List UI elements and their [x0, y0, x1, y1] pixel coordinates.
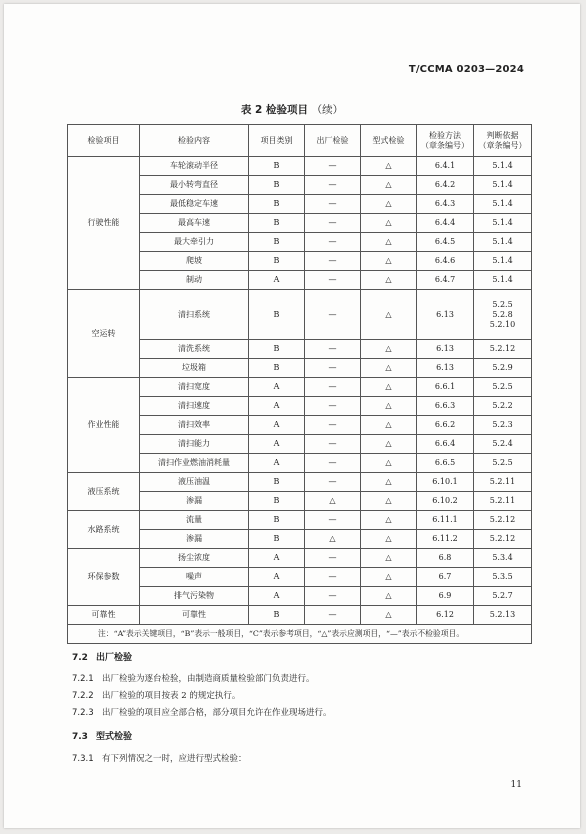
table-cell: 5.2.5: [474, 378, 532, 397]
table-cell: A: [249, 435, 305, 454]
table-cell: 5.2.7: [474, 587, 532, 606]
table-cell: 5.2.5 5.2.8 5.2.10: [474, 290, 532, 340]
clause-7-2-3: [72, 706, 542, 718]
table-cell: 6.4.5: [417, 233, 474, 252]
table-cell: 5.3.5: [474, 568, 532, 587]
table-cell: 渗漏: [140, 530, 249, 549]
table-cell: 6.4.4: [417, 214, 474, 233]
section-number: 7.3: [72, 732, 88, 742]
table-cell: △: [361, 568, 417, 587]
table-cell: 5.2.11: [474, 473, 532, 492]
table-cell: B: [249, 157, 305, 176]
table-cell: 5.2.12: [474, 530, 532, 549]
table-cell: 5.2.12: [474, 511, 532, 530]
section-title: 出厂检验: [96, 653, 133, 663]
table-cell: —: [305, 340, 361, 359]
table-cell: 清扫作业燃油消耗量: [140, 454, 249, 473]
clause-text: 有下列情况之一时，应进行型式检验：: [102, 754, 247, 764]
clause-7-3-1: [72, 752, 542, 764]
table-cell: —: [305, 157, 361, 176]
section-7-3-heading: [72, 729, 132, 742]
table-cell: 6.4.3: [417, 195, 474, 214]
table-cell: △: [305, 530, 361, 549]
inspection-items-table: [67, 124, 532, 644]
table-cell: △: [361, 492, 417, 511]
table-row: [68, 290, 532, 340]
table-cell: A: [249, 271, 305, 290]
group-name-cell: 行驶性能: [68, 157, 140, 290]
table-cell: 6.13: [417, 290, 474, 340]
table-cell: A: [249, 568, 305, 587]
table-cell: 6.6.2: [417, 416, 474, 435]
table-cell: 6.9: [417, 587, 474, 606]
table-cell: △: [361, 252, 417, 271]
table-cell: 6.4.1: [417, 157, 474, 176]
clause-text: 出厂检验的项目按表 2 的规定执行。: [102, 691, 241, 701]
document-page: [4, 4, 580, 828]
table-cell: —: [305, 416, 361, 435]
table-cell: △: [361, 214, 417, 233]
table-cell: 6.6.3: [417, 397, 474, 416]
column-header: 型式检验: [361, 125, 417, 157]
table-cell: A: [249, 549, 305, 568]
table-cell: 可靠性: [140, 606, 249, 625]
table-cell: 5.1.4: [474, 271, 532, 290]
table-title-text: 表 2 检验项目: [240, 104, 308, 116]
table-cell: B: [249, 340, 305, 359]
group-name-cell: 环保参数: [68, 549, 140, 606]
table-cell: 6.6.1: [417, 378, 474, 397]
table-cell: —: [305, 587, 361, 606]
table-cell: —: [305, 568, 361, 587]
clause-number: 7.2.1: [72, 674, 94, 684]
table-cell: —: [305, 252, 361, 271]
clause-number: 7.2.3: [72, 708, 94, 718]
table-note: 注：“A”表示关键项目，“B”表示一般项目，“C”表示参考项目，“△”表示应测项目，“—”表示不检验项目。: [68, 625, 532, 644]
table-cell: 6.13: [417, 359, 474, 378]
table-cell: —: [305, 397, 361, 416]
table-cell: 5.2.4: [474, 435, 532, 454]
clause-7-2-1: [72, 672, 542, 684]
table-cell: 6.4.7: [417, 271, 474, 290]
table-cell: △: [361, 549, 417, 568]
table-cell: —: [305, 233, 361, 252]
table-cell: △: [361, 606, 417, 625]
table-cell: A: [249, 397, 305, 416]
table-cell: 最大牵引力: [140, 233, 249, 252]
table-cell: 最小转弯直径: [140, 176, 249, 195]
table-cell: 噪声: [140, 568, 249, 587]
table-cell: A: [249, 454, 305, 473]
group-name-cell: 水路系统: [68, 511, 140, 549]
table-cell: B: [249, 606, 305, 625]
column-header: 检验方法 （章条编号）: [417, 125, 474, 157]
table-cell: 清洗系统: [140, 340, 249, 359]
table-row: [68, 473, 532, 492]
table-row: [68, 606, 532, 625]
clause-number: 7.3.1: [72, 754, 94, 764]
table-row: [68, 511, 532, 530]
page-number: 11: [510, 780, 522, 790]
table-cell: △: [361, 397, 417, 416]
table-cell: 5.2.3: [474, 416, 532, 435]
table-cell: B: [249, 473, 305, 492]
table-cell: △: [361, 378, 417, 397]
table-cell: 清扫能力: [140, 435, 249, 454]
table-cell: 排气污染物: [140, 587, 249, 606]
table-cell: 6.4.6: [417, 252, 474, 271]
table-cell: 清扫效率: [140, 416, 249, 435]
table-cell: 最低稳定车速: [140, 195, 249, 214]
table-cell: 最高车速: [140, 214, 249, 233]
table-cell: —: [305, 511, 361, 530]
table-cell: 6.6.5: [417, 454, 474, 473]
table-cell: △: [305, 492, 361, 511]
table-cell: △: [361, 176, 417, 195]
column-header: 检验内容: [140, 125, 249, 157]
clause-7-2-2: [72, 689, 542, 701]
table-cell: A: [249, 378, 305, 397]
column-header: 项目类别: [249, 125, 305, 157]
table-cell: B: [249, 233, 305, 252]
table-cell: —: [305, 454, 361, 473]
table-cell: —: [305, 176, 361, 195]
table-cell: —: [305, 214, 361, 233]
table-cell: 5.1.4: [474, 195, 532, 214]
table-cell: △: [361, 290, 417, 340]
table-cell: 扬尘浓度: [140, 549, 249, 568]
table-cell: 清扫速度: [140, 397, 249, 416]
table-cell: 6.13: [417, 340, 474, 359]
table-cell: 6.10.2: [417, 492, 474, 511]
section-7-2-heading: [72, 650, 132, 663]
table-cell: 6.10.1: [417, 473, 474, 492]
table-cell: —: [305, 549, 361, 568]
table-cell: B: [249, 492, 305, 511]
table-cell: A: [249, 416, 305, 435]
table-cell: △: [361, 271, 417, 290]
table-cell: △: [361, 233, 417, 252]
table-cell: 5.1.4: [474, 233, 532, 252]
table-cell: —: [305, 271, 361, 290]
table-cell: —: [305, 359, 361, 378]
table-cell: 车轮滚动半径: [140, 157, 249, 176]
column-header: 出厂检验: [305, 125, 361, 157]
table-cell: —: [305, 378, 361, 397]
table-cell: 5.2.13: [474, 606, 532, 625]
table-cell: B: [249, 195, 305, 214]
table-cell: 6.11.1: [417, 511, 474, 530]
table-cell: 5.2.12: [474, 340, 532, 359]
table-cell: B: [249, 359, 305, 378]
group-name-cell: 空运转: [68, 290, 140, 378]
table-cell: —: [305, 435, 361, 454]
table-cell: 5.1.4: [474, 176, 532, 195]
group-name-cell: 作业性能: [68, 378, 140, 473]
section-title: 型式检验: [96, 732, 133, 742]
column-header: 判断依据 （章条编号）: [474, 125, 532, 157]
table-row: [68, 157, 532, 176]
table-cell: —: [305, 195, 361, 214]
table-cell: 6.11.2: [417, 530, 474, 549]
table-cell: △: [361, 359, 417, 378]
table-cell: 5.2.2: [474, 397, 532, 416]
group-name-cell: 可靠性: [68, 606, 140, 625]
table-cell: △: [361, 195, 417, 214]
table-cell: 5.1.4: [474, 157, 532, 176]
table-cell: B: [249, 176, 305, 195]
table-cell: 垃圾箱: [140, 359, 249, 378]
table-cell: 6.6.4: [417, 435, 474, 454]
table-title-continued: （续）: [311, 104, 344, 116]
table-cell: 5.1.4: [474, 252, 532, 271]
table-cell: △: [361, 340, 417, 359]
table-cell: 流量: [140, 511, 249, 530]
table-cell: B: [249, 290, 305, 340]
table-cell: B: [249, 214, 305, 233]
table-cell: △: [361, 416, 417, 435]
table-cell: B: [249, 530, 305, 549]
table-cell: —: [305, 473, 361, 492]
clause-number: 7.2.2: [72, 691, 94, 701]
table-cell: —: [305, 290, 361, 340]
table-cell: —: [305, 606, 361, 625]
table-cell: B: [249, 511, 305, 530]
table-cell: 6.12: [417, 606, 474, 625]
table-row: [68, 549, 532, 568]
table-cell: 5.2.9: [474, 359, 532, 378]
table-cell: 清扫系统: [140, 290, 249, 340]
table-cell: △: [361, 454, 417, 473]
table-cell: 6.4.2: [417, 176, 474, 195]
group-name-cell: 液压系统: [68, 473, 140, 511]
column-header: 检验项目: [68, 125, 140, 157]
table-cell: 爬坡: [140, 252, 249, 271]
clause-text: 出厂检验的项目应全部合格，部分项目允许在作业现场进行。: [102, 708, 332, 718]
table-cell: △: [361, 511, 417, 530]
table-cell: 5.2.11: [474, 492, 532, 511]
table-cell: 5.1.4: [474, 214, 532, 233]
table-cell: A: [249, 587, 305, 606]
table-cell: △: [361, 435, 417, 454]
table-cell: △: [361, 473, 417, 492]
clause-text: 出厂检验为逐台检验，由制造商质量检验部门负责进行。: [102, 674, 315, 684]
table-title: [4, 102, 580, 117]
table-cell: B: [249, 252, 305, 271]
table-cell: 6.7: [417, 568, 474, 587]
table-cell: 清扫宽度: [140, 378, 249, 397]
table-header-row: [68, 125, 532, 157]
table-row: [68, 378, 532, 397]
table-cell: 渗漏: [140, 492, 249, 511]
table-cell: 液压油温: [140, 473, 249, 492]
standard-code: T/CCMA 0203—2024: [408, 64, 524, 75]
table-cell: △: [361, 587, 417, 606]
table-cell: 5.3.4: [474, 549, 532, 568]
section-number: 7.2: [72, 653, 88, 663]
table-cell: △: [361, 157, 417, 176]
table-cell: △: [361, 530, 417, 549]
table-note-row: [68, 625, 532, 644]
table-cell: 6.8: [417, 549, 474, 568]
table-cell: 制动: [140, 271, 249, 290]
table-cell: 5.2.5: [474, 454, 532, 473]
